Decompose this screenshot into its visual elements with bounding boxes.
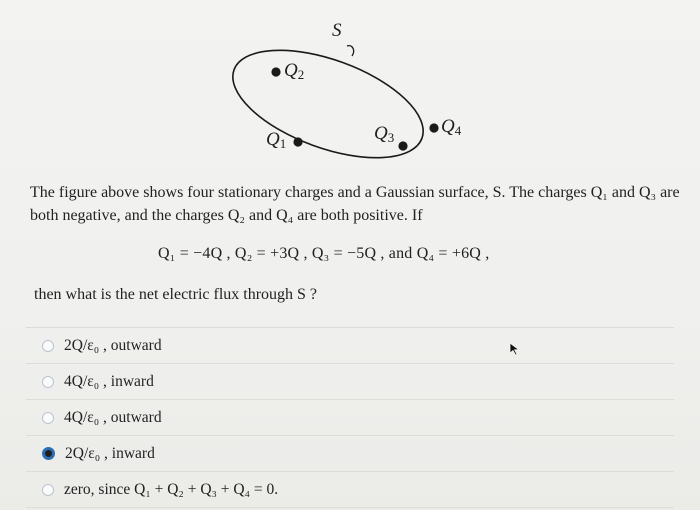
answer-options <box>26 327 674 508</box>
option-label: zero, since Q₁ + Q₂ + Q₃ + Q₄ = 0. <box>64 480 279 498</box>
charge-values: Q₁ = −4Q , Q₂ = +3Q , Q₃ = −5Q , and Q₄ = +6Q , <box>158 245 490 262</box>
option-5[interactable] <box>26 471 674 508</box>
question-text: The figure above shows four stationary charges and a Gaussian surface, S. The charges Q₁ and Q₃ are both negative, and the charges Q₂ and Q₄ are both positive. If <box>30 184 680 224</box>
option-4[interactable] <box>26 435 674 471</box>
charge-q1-dot <box>293 137 302 146</box>
surface-label: S <box>332 20 342 41</box>
radio-button[interactable] <box>42 376 54 388</box>
charge-q1-label: $Q_1$ <box>266 129 287 151</box>
option-label: 4Q/ε₀ , outward <box>64 408 162 426</box>
charge-q4-label: $Q_4$ <box>441 116 462 138</box>
option-label: 2Q/ε₀ , inward <box>65 444 155 462</box>
gaussian-surface <box>219 28 437 175</box>
question-block <box>30 181 680 227</box>
charge-q3-label: $Q_3$ <box>374 123 395 145</box>
option-3[interactable] <box>26 399 674 435</box>
gaussian-surface-figure <box>0 0 700 175</box>
option-label: 4Q/ε₀ , inward <box>64 372 154 390</box>
figure-drawing <box>0 0 700 175</box>
charge-q2-dot <box>271 67 280 76</box>
option-1[interactable] <box>26 327 674 363</box>
charge-q4-dot <box>429 123 438 132</box>
mouse-pointer-icon <box>509 342 521 361</box>
radio-button-selected[interactable] <box>42 447 55 460</box>
radio-button[interactable] <box>42 484 54 496</box>
option-2[interactable] <box>26 363 674 399</box>
surface-label-pointer <box>347 46 354 56</box>
option-label: 2Q/ε₀ , outward <box>64 336 162 354</box>
charge-q2-label: $Q_2$ <box>284 60 305 82</box>
radio-button[interactable] <box>42 340 54 352</box>
charge-q3-dot <box>398 141 407 150</box>
question-prompt: then what is the net electric flux through S ? <box>34 286 318 303</box>
radio-button[interactable] <box>42 412 54 424</box>
